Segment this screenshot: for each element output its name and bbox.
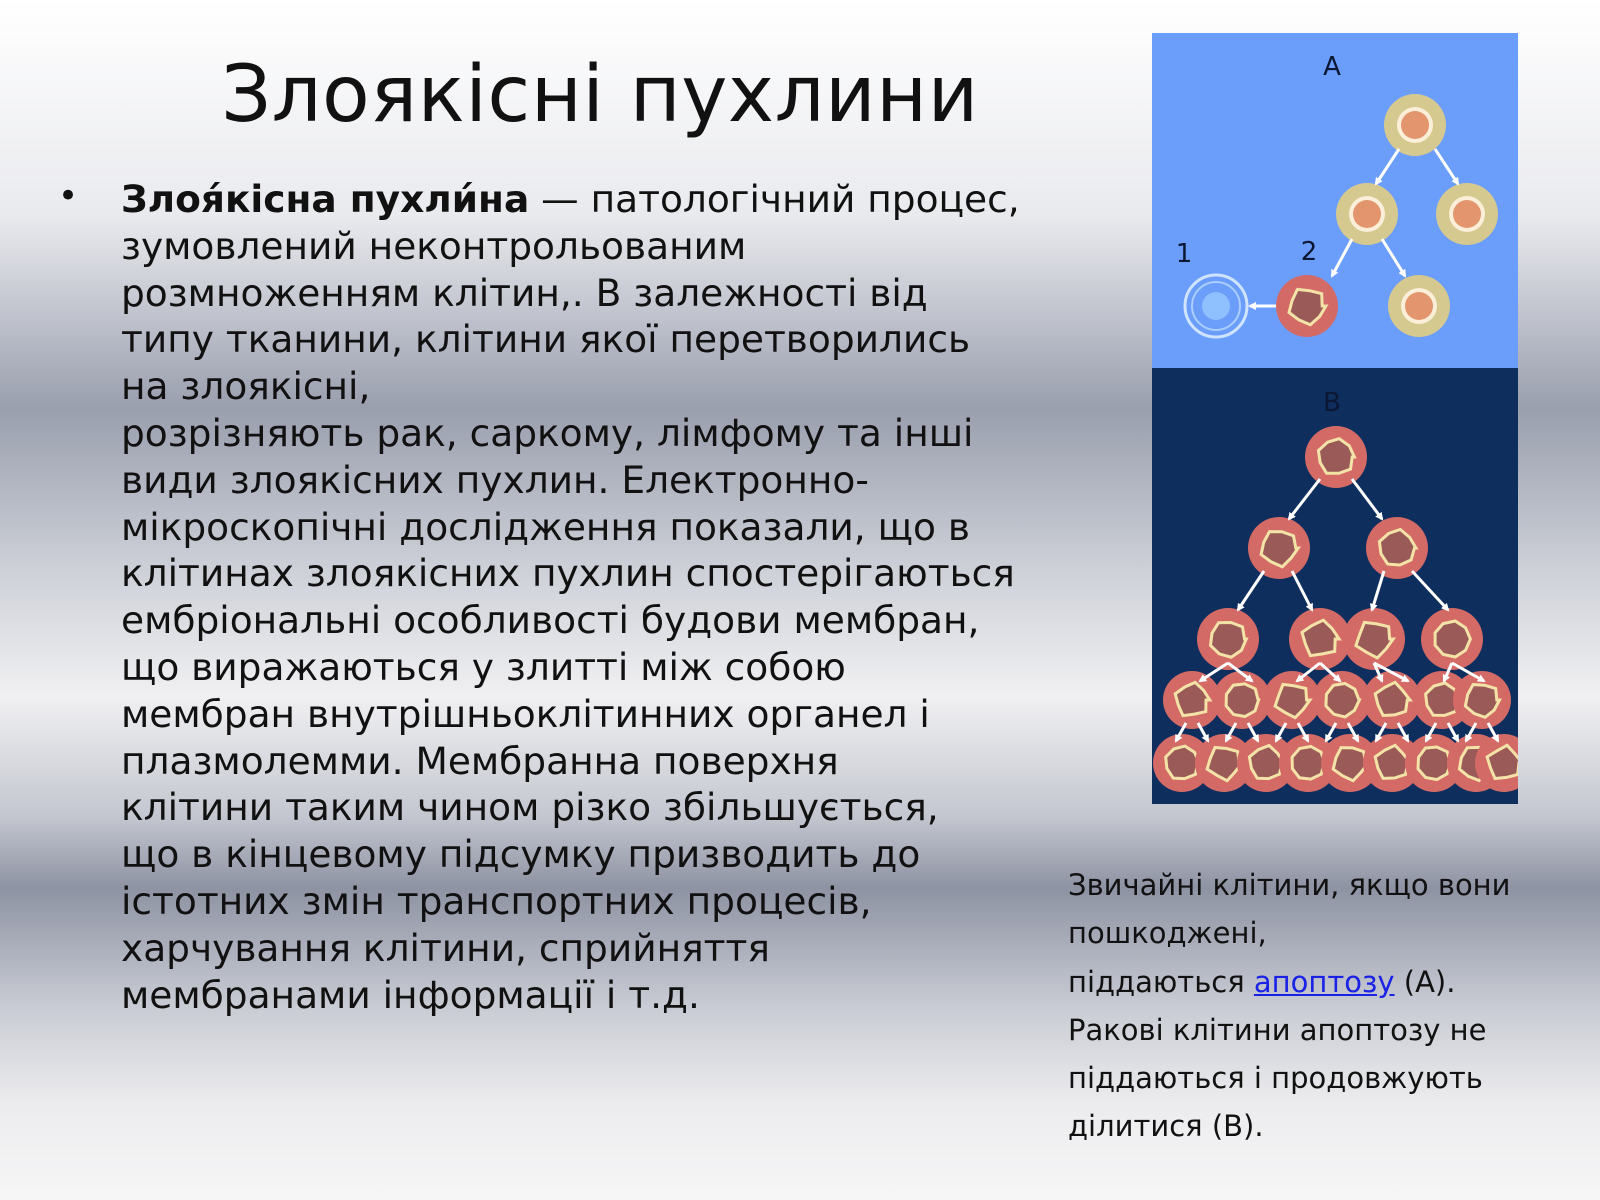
body-line: види злоякісних пухлин. Електронно- bbox=[121, 457, 869, 502]
cancer-cell bbox=[1363, 671, 1421, 729]
body-line-1 bbox=[121, 176, 1056, 223]
body-line: мембранами інформації і т.д. bbox=[121, 972, 700, 1017]
body-line: розрізняють рак, саркому, лімфому та інші bbox=[121, 410, 974, 455]
body-line: типу тканини, клітини якої перетворились bbox=[121, 317, 971, 362]
caption-text: піддаються bbox=[1068, 964, 1254, 999]
body-line: що виражаються у злитті між собою bbox=[121, 644, 846, 689]
cancer-cell bbox=[1213, 671, 1271, 729]
body-line: клітинах злоякісних пухлин спостерігаються bbox=[121, 551, 1015, 596]
caption-line: піддаються і продовжують bbox=[1068, 1061, 1483, 1096]
body-line: зумовлений неконтрольованим bbox=[121, 223, 747, 268]
normal-cell bbox=[1384, 94, 1446, 156]
bullet-marker: • bbox=[58, 176, 79, 216]
caption-line: пошкоджені, bbox=[1068, 916, 1267, 951]
body-line: розмноженням клітин,. В залежності від bbox=[121, 270, 928, 315]
body-line: плазмолемми. Мембранна поверхня bbox=[121, 738, 839, 783]
cancer-cell bbox=[1313, 671, 1371, 729]
cell-division-diagram bbox=[1152, 33, 1518, 804]
caption-line: ділитися (B). bbox=[1068, 1109, 1264, 1144]
term-bold: Злоя́кісна пухли́на bbox=[121, 177, 530, 221]
image-caption bbox=[1068, 861, 1588, 1151]
cancer-cell bbox=[1263, 671, 1321, 729]
normal-cell bbox=[1388, 275, 1450, 337]
body-line: ембріональні особливості будови мембран, bbox=[121, 598, 980, 643]
cancer-cell bbox=[1197, 608, 1259, 670]
label-1: 1 bbox=[1175, 239, 1193, 269]
label-2: 2 bbox=[1300, 237, 1318, 267]
cancer-cell bbox=[1305, 426, 1367, 488]
label-a: A bbox=[1323, 52, 1341, 82]
cancer-cell bbox=[1421, 608, 1483, 670]
normal-cell bbox=[1436, 183, 1498, 245]
body-line: мікроскопічні дослідження показали, що в bbox=[121, 504, 970, 549]
body-line: на злоякісні, bbox=[121, 364, 371, 409]
label-b: B bbox=[1323, 388, 1341, 418]
body-line: що в кінцевому підсумку призводить до bbox=[121, 832, 921, 877]
body-line: клітини таким чином різко збільшується, bbox=[121, 785, 939, 830]
body-line-1-rest: — патологічний процес, bbox=[529, 177, 1020, 221]
cancer-cell bbox=[1366, 517, 1428, 579]
body-line: істотних змін транспортних процесів, bbox=[121, 878, 872, 923]
caption-line: Ракові клітини апоптозу не bbox=[1068, 1012, 1487, 1047]
cancer-cell bbox=[1276, 275, 1338, 337]
caption-text: (A). bbox=[1394, 964, 1456, 999]
cancer-cell bbox=[1343, 608, 1405, 670]
cancer-cell bbox=[1248, 517, 1310, 579]
cancer-cell bbox=[1163, 671, 1221, 729]
cancer-cell bbox=[1289, 608, 1351, 670]
body-line: мембран внутрішньоклітинних органел і bbox=[121, 691, 930, 736]
slide-title: Злоякісні пухлини bbox=[221, 50, 979, 140]
body-line: харчування клітини, сприйняття bbox=[121, 925, 770, 970]
caption-line: Звичайні клітини, якщо вони bbox=[1068, 868, 1511, 902]
caption-line-with-link bbox=[1068, 958, 1588, 1006]
bullet-body bbox=[121, 176, 1056, 1018]
apoptosis-link[interactable]: апоптозу bbox=[1253, 964, 1395, 999]
normal-cell bbox=[1336, 183, 1398, 245]
